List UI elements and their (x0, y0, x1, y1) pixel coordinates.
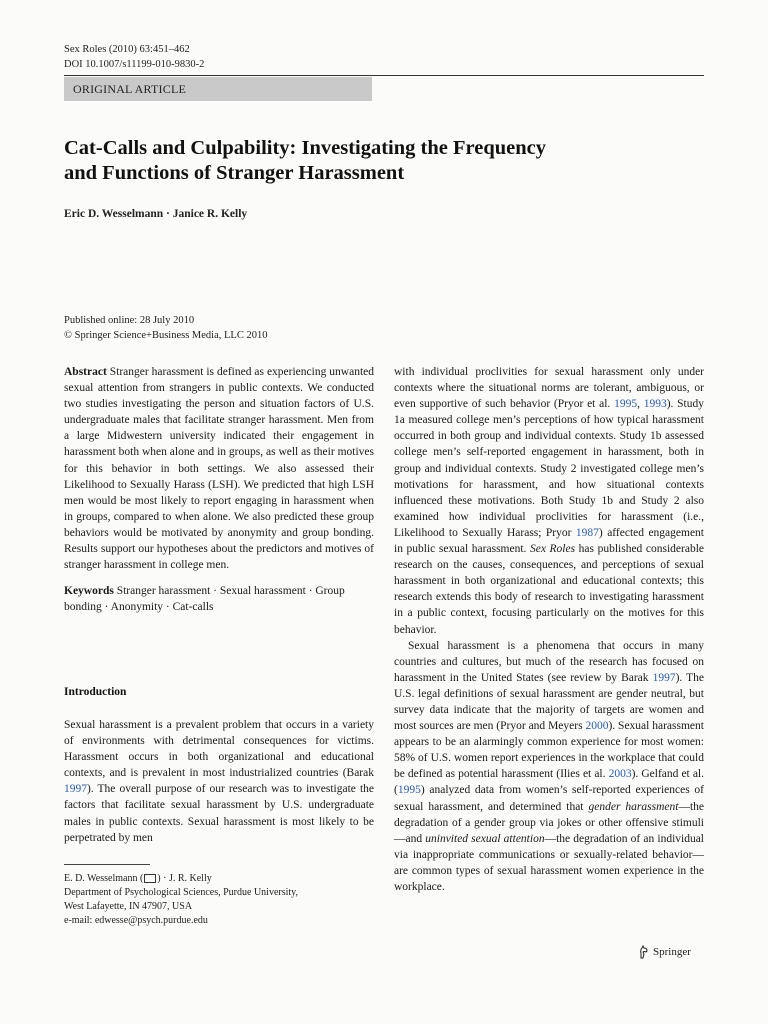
right-paragraph-2 (394, 638, 704, 896)
text-run: with individual proclivities for sexual harassment only under contexts where the situational norms are tolerant, ambiguous, or even supportive of such behavior (Pryor et al. (394, 366, 704, 411)
text-run: has published considerable research on the causes, consequences, and perceptions of sexual harassment in both organizational and educational contexts; this research extends this body of research to investigating harassment in a public context, focusing particularly on the motives for this behavior. (394, 543, 704, 636)
text-run: E. D. Wesselmann ( (64, 873, 144, 884)
text-run: ) affected engagement in public sexual harassment. (394, 526, 705, 556)
citation-link[interactable]: 1995 (397, 784, 421, 797)
address: West Lafayette, IN 47907, USA (64, 901, 193, 912)
publisher-logo (638, 945, 691, 959)
text-run: ). Gelfand et al. ( (394, 768, 704, 797)
left-column (64, 364, 374, 615)
citation-link[interactable]: 2003 (608, 768, 632, 781)
citation-link[interactable]: 1993 (643, 398, 667, 411)
abstract (64, 364, 374, 573)
citation-link[interactable]: 1987 (575, 526, 599, 539)
article-type-banner: ORIGINAL ARTICLE (64, 77, 372, 101)
text-run: Sexual harassment is a phenomena that occurs in many countries and cultures, but much of the research has focused on harassment in the United States (see review by Barak (394, 639, 704, 684)
emphasis: gender harassment (588, 800, 679, 813)
text-run: ). Study 1a measured college men’s perceptions of how typical harassment occurred in both group and individual contexts. Study 1b assessed college men’s self-reported engagement in harassment, both in group and individual contexts. Study 2 investigated college men’s motivations for harassment, and how situational contexts influenced these motivations. Both Study 1b and Study 2 also examined how individual proclivities for harassment (i.e., Likelihood to Sexually Harass; Pryor (394, 398, 705, 539)
intro-paragraph-1 (64, 717, 374, 846)
text-run: —the degradation of an individual via inappropriate communications or sexually-related behavior—are common types of sexual harassment women experience in the workplace. (394, 832, 705, 893)
journal-name: Sex Roles (530, 543, 576, 556)
keywords-label: Keywords (64, 585, 114, 598)
corresponding-authors (64, 872, 298, 886)
author-list: Eric D. Wesselmann · Janice R. Kelly (64, 208, 248, 220)
section-heading-introduction: Introduction (64, 686, 127, 698)
springer-horse-logo (638, 945, 650, 959)
right-paragraph-1 (394, 364, 704, 638)
title-line-2: and Functions of Stranger Harassment (64, 162, 405, 184)
text-run: Sexual harassment is a prevalent problem that occurs in a variety of environments with detrimental consequences for victims. Harassment occurs in both organizational and educational contexts, and is prevalent in most industrialized countries (Barak (64, 719, 374, 780)
text-run: —the degradation of a gender group via jokes or other offensive stimuli—and (394, 800, 704, 845)
text-run: ) · J. R. Kelly (157, 873, 212, 884)
citation-link[interactable]: 2000 (585, 720, 609, 733)
footnote-rule (64, 864, 150, 865)
doi: DOI 10.1007/s11199-010-9830-2 (64, 59, 205, 70)
published-date: Published online: 28 July 2010 (64, 315, 195, 326)
keywords (64, 583, 374, 615)
abstract-text: Stranger harassment is defined as experiencing unwanted sexual attention from strangers in public contexts. We conducted two studies investigating the person and situation factors of U.S. undergraduate males that facilitate stranger harassment. Men from a large Midwestern university indicated their engagement in harassment both when alone and in groups, as well as their motives for this behavior in both settings. We also assessed their Likelihood to Sexually Harass (LSH). We predicted that high LSH men would be most likely to report engaging in harassment when in groups, compared to when alone. We also predicted these group behaviors would be motivated by anonymity and group bonding. Results support our hypotheses about the predictors and motives of stranger harassment in college men. (64, 366, 374, 572)
email[interactable]: e-mail: edwesse@psych.purdue.edu (64, 915, 208, 926)
keywords-text: Stranger harassment · Sexual harassment · Group bonding · Anonymity · Cat-calls (64, 585, 345, 614)
header-rule (64, 75, 704, 76)
publication-info (64, 313, 267, 343)
citation-link[interactable]: 1997 (652, 671, 676, 684)
introduction-text (64, 717, 374, 846)
citation-link[interactable]: 1995 (614, 398, 638, 411)
copyright: © Springer Science+Business Media, LLC 2010 (64, 330, 268, 341)
text-run: ) analyzed data from women’s self-reported experiences of sexual harassment, and determined that (394, 784, 704, 813)
abstract-label: Abstract (64, 366, 107, 378)
text-run: , (637, 398, 644, 411)
citation-link[interactable]: 1997 (64, 783, 87, 796)
text-run: ). Sexual harassment appears to be an alarmingly common experience for most women: 58% of U.S. women report experiences in the workplace that could be defined as potential harassment (Ilies et al. (394, 720, 704, 781)
department: Department of Psychological Sciences, Purdue University, (64, 887, 299, 898)
envelope-icon (144, 874, 156, 883)
publisher-name: Springer (653, 946, 691, 958)
author-affiliation (64, 872, 298, 928)
article-title (64, 136, 664, 186)
emphasis: uninvited sexual attention (425, 832, 545, 845)
text-run: ). The overall purpose of our research was to investigate the factors that facilitate sexual harassment by U.S. undergraduate males in public contexts. Sexual harassment is most likely to be perpetrated by men (64, 783, 374, 844)
right-column (394, 364, 704, 895)
title-line-1: Cat-Calls and Culpability: Investigating the Frequency (64, 137, 546, 159)
journal-header (64, 42, 204, 72)
journal-citation: Sex Roles (2010) 63:451–462 (64, 44, 190, 55)
text-run: ). The U.S. legal definitions of sexual harassment are gender neutral, but survey data indicate that the majority of targets are women and most sources are men (Pryor and Meyers (394, 671, 704, 733)
